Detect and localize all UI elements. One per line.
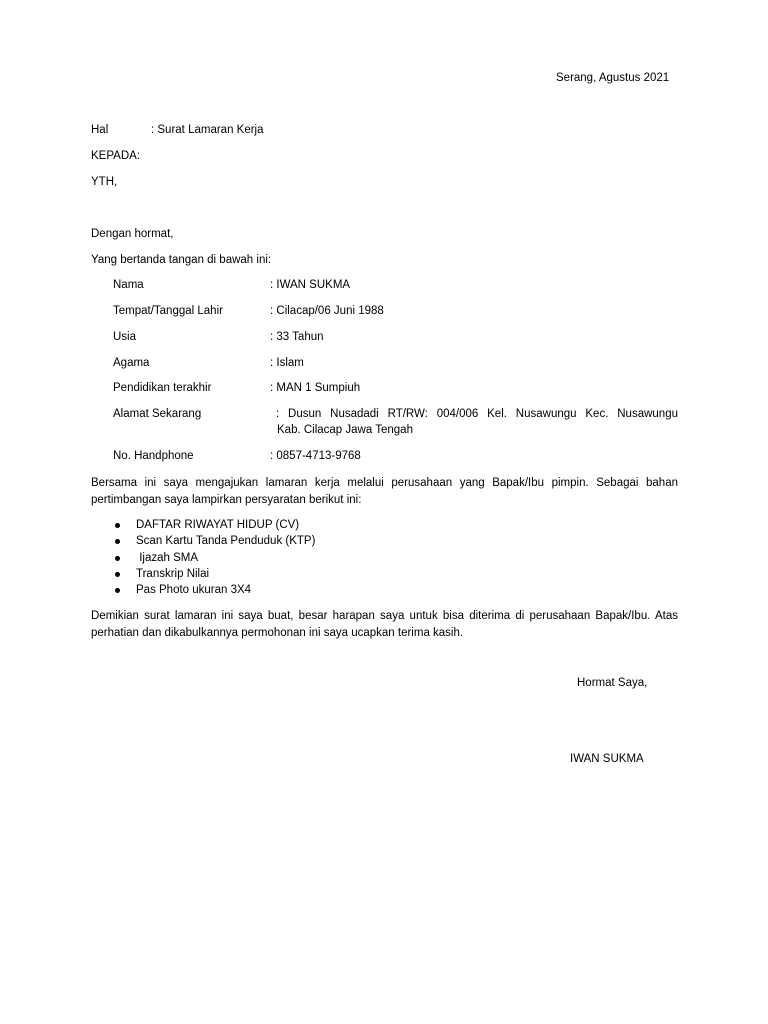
attachment-list [113,517,315,598]
list-item [113,533,315,549]
subject-label: Hal [91,124,109,136]
attachment-text: DAFTAR RIWAYAT HIDUP (CV) [136,519,300,531]
signature-salutation: Hormat Saya, [577,677,648,689]
identity-label-handphone: No. Handphone [113,450,194,462]
identity-label-ttl: Tempat/Tanggal Lahir [113,305,223,317]
recipient-kepada: KEPADA: [91,150,140,162]
list-item [113,582,315,598]
intro-line: Yang bertanda tangan di bawah ini: [91,254,272,266]
body-paragraph: Bersama ini saya mengajukan lamaran kerja melalui perusahaan yang Bapak/Ibu pimpin. Sebagai bahan pertimbangan saya lampirkan persyaratan berikut ini: [91,477,678,506]
identity-value-alamat-line2: Kab. Cilacap Jawa Tengah [277,424,413,436]
list-item [113,550,315,566]
identity-value-alamat-line1: : Dusun Nusadadi RT/RW: 004/006 Kel. Nusawungu Kec. Nusawungu [276,408,678,420]
identity-label-alamat: Alamat Sekarang [113,408,202,420]
identity-value-nama: : IWAN SUKMA [270,279,351,291]
subject-value: : Surat Lamaran Kerja [151,124,264,136]
identity-value-pendidikan: : MAN 1 Sumpiuh [270,382,361,394]
list-item [113,566,315,582]
greeting: Dengan hormat, [91,228,174,240]
identity-value-handphone: : 0857-4713-9768 [270,450,361,462]
identity-label-agama: Agama [113,357,150,369]
letter-date: Serang, Agustus 2021 [556,72,670,84]
identity-label-pendidikan: Pendidikan terakhir [113,382,212,394]
signature-name: IWAN SUKMA [570,753,644,765]
identity-label-usia: Usia [113,331,137,343]
recipient-yth: YTH, [91,176,118,188]
attachment-text: Ijazah SMA [136,551,198,564]
attachment-text: Transkrip Nilai [136,567,210,580]
identity-value-usia: : 33 Tahun [270,331,324,343]
identity-label-nama: Nama [113,279,144,291]
identity-value-ttl: : Cilacap/06 Juni 1988 [270,305,384,317]
identity-value-agama: : Islam [270,357,304,369]
attachment-text: Scan Kartu Tanda Penduduk (KTP) [136,535,316,548]
closing-paragraph: Demikian surat lamaran ini saya buat, besar harapan saya untuk bisa diterima di perusahaan Bapak/Ibu. Atas perhatian dan dikabulkannya permohonan ini saya ucapkan terima kasih. [91,610,678,639]
list-item [113,517,315,533]
attachment-text: Pas Photo ukuran 3X4 [136,584,252,597]
